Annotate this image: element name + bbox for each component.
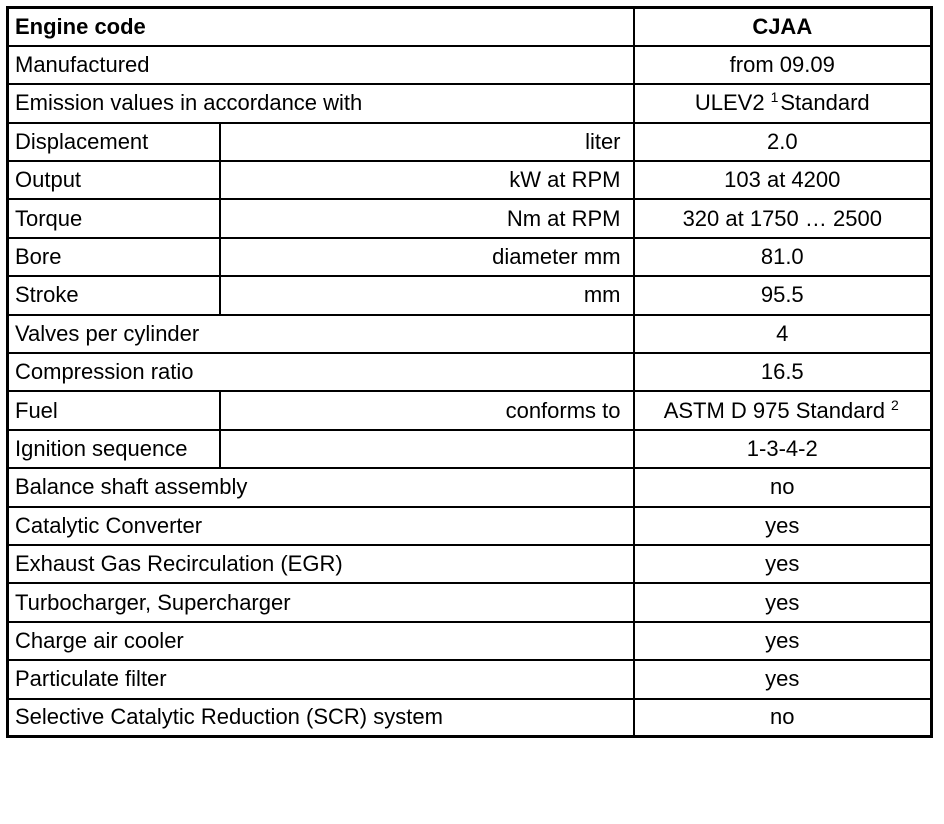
table-row [8,276,932,314]
row-label: Ignition sequence [8,430,220,468]
row-value: 95.5 [634,276,932,314]
row-unit: Nm at RPM [220,199,634,237]
row-label: Manufactured [8,46,634,84]
engine-spec-table [6,6,933,738]
table-row [8,315,932,353]
row-unit: liter [220,123,634,161]
row-value: no [634,699,932,737]
row-value: yes [634,660,932,698]
row-value: yes [634,507,932,545]
footnote-marker: 1 [770,89,779,106]
table-row [8,507,932,545]
row-label: Turbocharger, Supercharger [8,583,634,621]
table-row [8,238,932,276]
row-value: 320 at 1750 … 2500 [634,199,932,237]
table-row [8,199,932,237]
table-row [8,353,932,391]
row-value: 4 [634,315,932,353]
table-row [8,391,932,429]
row-label: Emission values in accordance with [8,84,634,122]
row-value: yes [634,583,932,621]
footnote-marker: 2 [891,396,899,413]
row-value [634,84,932,122]
row-label: Catalytic Converter [8,507,634,545]
row-value: yes [634,545,932,583]
row-label: Bore [8,238,220,276]
row-unit: conforms to [220,391,634,429]
table-row [8,123,932,161]
table-row [8,468,932,506]
row-unit: diameter mm [220,238,634,276]
row-unit: kW at RPM [220,161,634,199]
row-label: Stroke [8,276,220,314]
table-row [8,161,932,199]
table-header-row [8,8,932,46]
row-label: Particulate filter [8,660,634,698]
value-text: ULEV2 [694,90,765,116]
row-value: 1-3-4-2 [634,430,932,468]
header-value: CJAA [634,8,932,46]
row-value: 16.5 [634,353,932,391]
value-suffix: Standard [780,90,870,116]
row-value: from 09.09 [634,46,932,84]
table-row [8,583,932,621]
row-unit: mm [220,276,634,314]
table-row [8,46,932,84]
row-label: Valves per cylinder [8,315,634,353]
table-row [8,699,932,737]
row-value: no [634,468,932,506]
row-label: Fuel [8,391,220,429]
row-label: Output [8,161,220,199]
table-row [8,622,932,660]
row-label: Displacement [8,123,220,161]
row-unit [220,430,634,468]
row-label: Torque [8,199,220,237]
row-value: 2.0 [634,123,932,161]
table-row [8,660,932,698]
row-label: Exhaust Gas Recirculation (EGR) [8,545,634,583]
row-value: 81.0 [634,238,932,276]
table-row [8,545,932,583]
row-value: 103 at 4200 [634,161,932,199]
row-label: Selective Catalytic Reduction (SCR) system [8,699,634,737]
row-value: yes [634,622,932,660]
row-value [634,391,932,429]
value-text: ASTM D 975 Standard [663,397,886,423]
table-row [8,84,932,122]
table-row [8,430,932,468]
row-label: Charge air cooler [8,622,634,660]
header-label: Engine code [8,8,634,46]
row-label: Balance shaft assembly [8,468,634,506]
row-label: Compression ratio [8,353,634,391]
